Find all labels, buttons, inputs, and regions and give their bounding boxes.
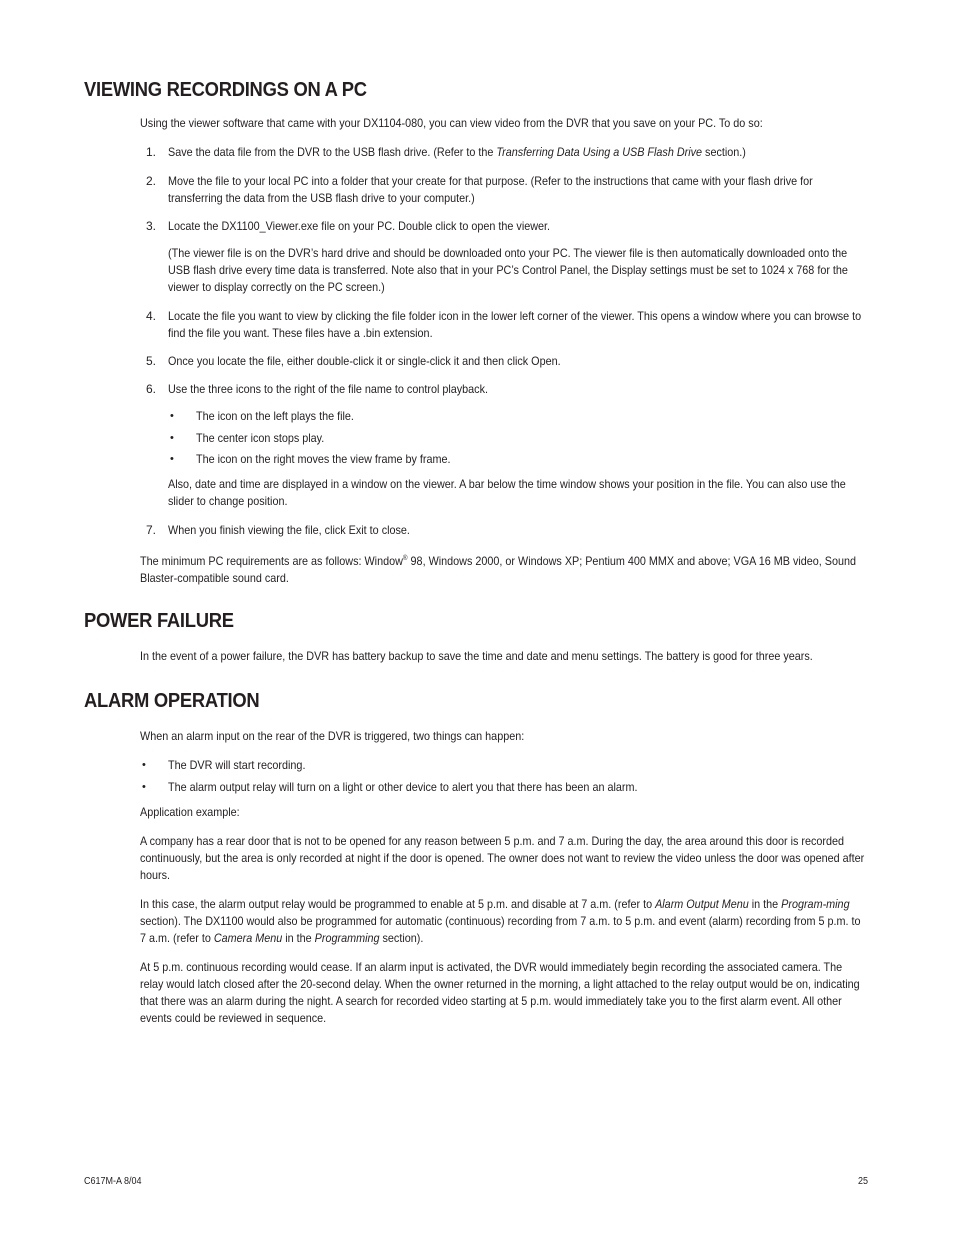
step-number: 6.	[146, 382, 157, 396]
bullet-text: The icon on the left plays the file.	[196, 409, 354, 423]
step-6-note: Also, date and time are displayed in a window on the viewer. A bar below the time window shows your position in the file. You can also use the slider to change position.	[168, 477, 846, 508]
bullet-text: The DVR will start recording.	[168, 758, 306, 772]
step-number: 7.	[146, 523, 157, 537]
footer-page-number: 25	[858, 1176, 869, 1187]
step-number: 2.	[146, 174, 157, 188]
step-number: 4.	[146, 309, 157, 323]
pc-requirements: The minimum PC requirements are as follows: Window® 98, Windows 2000, or Windows XP; Pentium 400 MMX and above; VGA 16 MB video, Sound Blaster-compatible sound card.	[140, 554, 856, 585]
application-example-label: Application example:	[140, 805, 240, 819]
step-5-text: Once you locate the file, either double-click it or single-click it and then click Open.	[168, 354, 561, 368]
step-number: 1.	[146, 145, 157, 159]
bullet: •	[142, 759, 146, 771]
bullet-text: The alarm output relay will turn on a light or other device to alert you that there has been an alarm.	[168, 780, 638, 794]
alarm-paragraph-1: A company has a rear door that is not to be opened for any reason between 5 p.m. and 7 a.m. During the day, the area around this door is recorded continuously, but the area is only recorded at night if the door is opened. The owner does not want to review the video unless the door was opened after hours.	[140, 834, 865, 882]
step-3-note: (The viewer file is on the DVR’s hard drive and should be downloaded onto your PC. The viewer file is then automatically downloaded onto the USB flash drive every time data is transferred. Note also that in your PC’s Control Panel, the Display settings must be set to 1024 x 768 for the viewer to display correctly on the PC screen.)	[168, 246, 848, 294]
step-number: 3.	[146, 219, 157, 233]
step-6-text: Use the three icons to the right of the file name to control playback.	[168, 382, 488, 396]
alarm-intro: When an alarm input on the rear of the DVR is triggered, two things can happen:	[140, 729, 525, 743]
heading-power-failure: POWER FAILURE	[84, 610, 234, 632]
bullet-text: The center icon stops play.	[196, 431, 325, 445]
step-1-text: Save the data file from the DVR to the USB flash drive. (Refer to the Transferring Data Using a USB Flash Drive section.)	[168, 145, 746, 159]
step-2-text: Move the file to your local PC into a folder that your create for that purpose. (Refer to the instructions that came with your flash drive for transferring the data from the USB flash drive to your computer.)	[168, 174, 813, 205]
step-7-text: When you finish viewing the file, click Exit to close.	[168, 523, 410, 537]
step-number: 5.	[146, 354, 157, 368]
step-3-text: Locate the DX1100_Viewer.exe file on your PC. Double click to open the viewer.	[168, 219, 551, 233]
alarm-paragraph-3: At 5 p.m. continuous recording would cease. If an alarm input is activated, the DVR would immediately begin recording the associated camera. The relay would latch closed after the 20-second delay. When the owner returned in the morning, a light attached to the relay output would be on, indicating that there was an alarm during the night. A search for recorded video starting at 5 p.m. would immediately take you to the first alarm event. All other events could be reviewed in sequence.	[140, 960, 860, 1025]
bullet: •	[170, 453, 174, 465]
bullet: •	[170, 410, 174, 422]
footer-doc-id: C617M-A 8/04	[84, 1176, 142, 1187]
heading-viewing-recordings: VIEWING RECORDINGS ON A PC	[84, 79, 367, 101]
heading-alarm-operation: ALARM OPERATION	[84, 690, 260, 712]
bullet: •	[170, 432, 174, 444]
step-4-text: Locate the file you want to view by clicking the file folder icon in the lower left corner of the viewer. This opens a window where you can browse to find the file you want. These files have a .bin extension.	[168, 309, 862, 340]
viewing-intro: Using the viewer software that came with your DX1104-080, you can view video from the DVR that you save on your PC. To do so:	[140, 116, 763, 130]
power-failure-text: In the event of a power failure, the DVR has battery backup to save the time and date and menu settings. The battery is good for three years.	[140, 649, 813, 663]
bullet-text: The icon on the right moves the view frame by frame.	[196, 452, 451, 466]
alarm-paragraph-2: In this case, the alarm output relay would be programmed to enable at 5 p.m. and disable at 7 a.m. (refer to Alarm Output Menu in the Program-ming section). The DX1100 would also be programmed for automatic (continuous) recording from 7 a.m. to 5 p.m. and event (alarm) recording from 5 p.m. to 7 a.m. (refer to Camera Menu in the Programming section).	[140, 897, 861, 945]
bullet: •	[142, 781, 146, 793]
